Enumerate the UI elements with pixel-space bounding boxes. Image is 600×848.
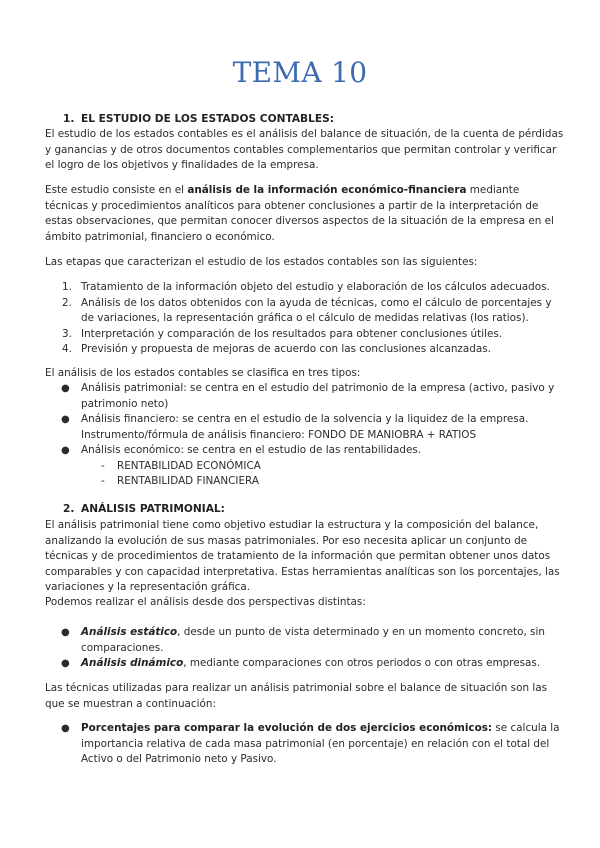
section-1-heading: [63, 112, 334, 128]
paragraph: Las etapas que caracterizan el estudio de los estados contables son las siguientes:: [45, 256, 478, 268]
bullet-icon: ●: [61, 723, 70, 734]
sub-list-item: - RENTABILIDAD FINANCIERA: [45, 474, 565, 490]
bullet-icon: ●: [61, 627, 70, 638]
page-title: TEMA 10: [232, 56, 368, 89]
bullet-icon: ●: [61, 414, 70, 425]
bullet-icon: ●: [61, 383, 70, 394]
list-item: 1. Tratamiento de la información objeto del estudio y elaboración de los cálculos adecuados.: [62, 281, 550, 293]
types-list: [45, 381, 565, 490]
section-number: 1.: [63, 113, 75, 125]
list-item: ● Análisis estático, desde un punto de vista determinado y en un momento concreto, sin comparaciones.: [61, 626, 545, 654]
paragraph: El estudio de los estados contables es el análisis del balance de situación, de la cuenta de pérdidas y ganancias y de otros documentos contables complementarios que permitan controlar y verificar el logro de los objetivos y finalidades de la empresa.: [45, 128, 564, 171]
sub-list-item: - RENTABILIDAD ECONÓMICA: [45, 459, 565, 475]
dash-icon: -: [101, 459, 105, 472]
section-title: EL ESTUDIO DE LOS ESTADOS CONTABLES:: [81, 113, 334, 125]
paragraph: Las técnicas utilizadas para realizar un análisis patrimonial sobre el balance de situación son las que se muestran a continuación:: [45, 682, 547, 710]
emphasis: análisis de la información económico-financiera: [187, 184, 467, 196]
bullet-icon: ●: [61, 658, 70, 669]
list-item: ● Análisis económico: se centra en el estudio de las rentabilidades.: [45, 443, 565, 459]
paragraph: Podemos realizar el análisis desde dos perspectivas distintas:: [45, 596, 366, 608]
dash-icon: -: [101, 475, 105, 487]
list-item: 2. Análisis de los datos obtenidos con la ayuda de técnicas, como el cálculo de porcentajes y de variaciones, la representación gráfica o el cálculo de medidas relativas (los ratios).: [62, 296, 552, 324]
paragraph: El análisis patrimonial tiene como objetivo estudiar la estructura y la composición del balance, analizando la evolución de sus masas patrimoniales. Por eso necesita aplicar un conjunto de técnicas y de procedimientos de tratamiento de la información que permitan obtener unos datos comparables y con capacidad interpretativa. Estas herramientas analíticas son los porcentajes, las variaciones y la representación gráfica.: [45, 519, 560, 593]
list-item: ● Porcentajes para comparar la evolución de dos ejercicios económicos: se calcula la importancia relativa de cada masa patrimonial (en porcentaje) en relación con el total del Activo o del Patrimonio neto y Pasivo.: [61, 722, 560, 765]
paragraph: El análisis de los estados contables se clasifica en tres tipos:: [45, 367, 361, 379]
section-title: ANÁLISIS PATRIMONIAL:: [81, 503, 225, 515]
techniques-list: [45, 721, 565, 768]
paragraph: Este estudio consiste en el análisis de la información económico-financiera mediante técnicas y procedimientos analíticos para obtener conclusiones a partir de la interpretación de estas observaciones, que permitan conocer diversos aspectos de la situación de la empresa en el ámbito patrimonial, financiero o económico.: [45, 184, 554, 243]
stages-list: [45, 280, 565, 358]
list-item: 4. Previsión y propuesta de mejoras de acuerdo con las conclusiones alcanzadas.: [62, 343, 491, 355]
list-item: ● Análisis dinámico, mediante comparaciones con otros periodos o con otras empresas.: [45, 656, 565, 672]
perspectives-list: [45, 625, 565, 672]
list-item: 3. Interpretación y comparación de los resultados para obtener conclusiones útiles.: [62, 327, 503, 340]
section-2-heading: [63, 502, 225, 518]
bullet-icon: ●: [61, 445, 70, 456]
list-item: ● Análisis patrimonial: se centra en el estudio del patrimonio de la empresa (activo, pasivo y patrimonio neto): [61, 382, 555, 410]
section-number: 2.: [63, 503, 75, 515]
list-item: ● Análisis financiero: se centra en el estudio de la solvencia y la liquidez de la empresa. Instrumento/fórmula de análisis financiero: FONDO DE MANIOBRA + RATIOS: [61, 413, 529, 441]
